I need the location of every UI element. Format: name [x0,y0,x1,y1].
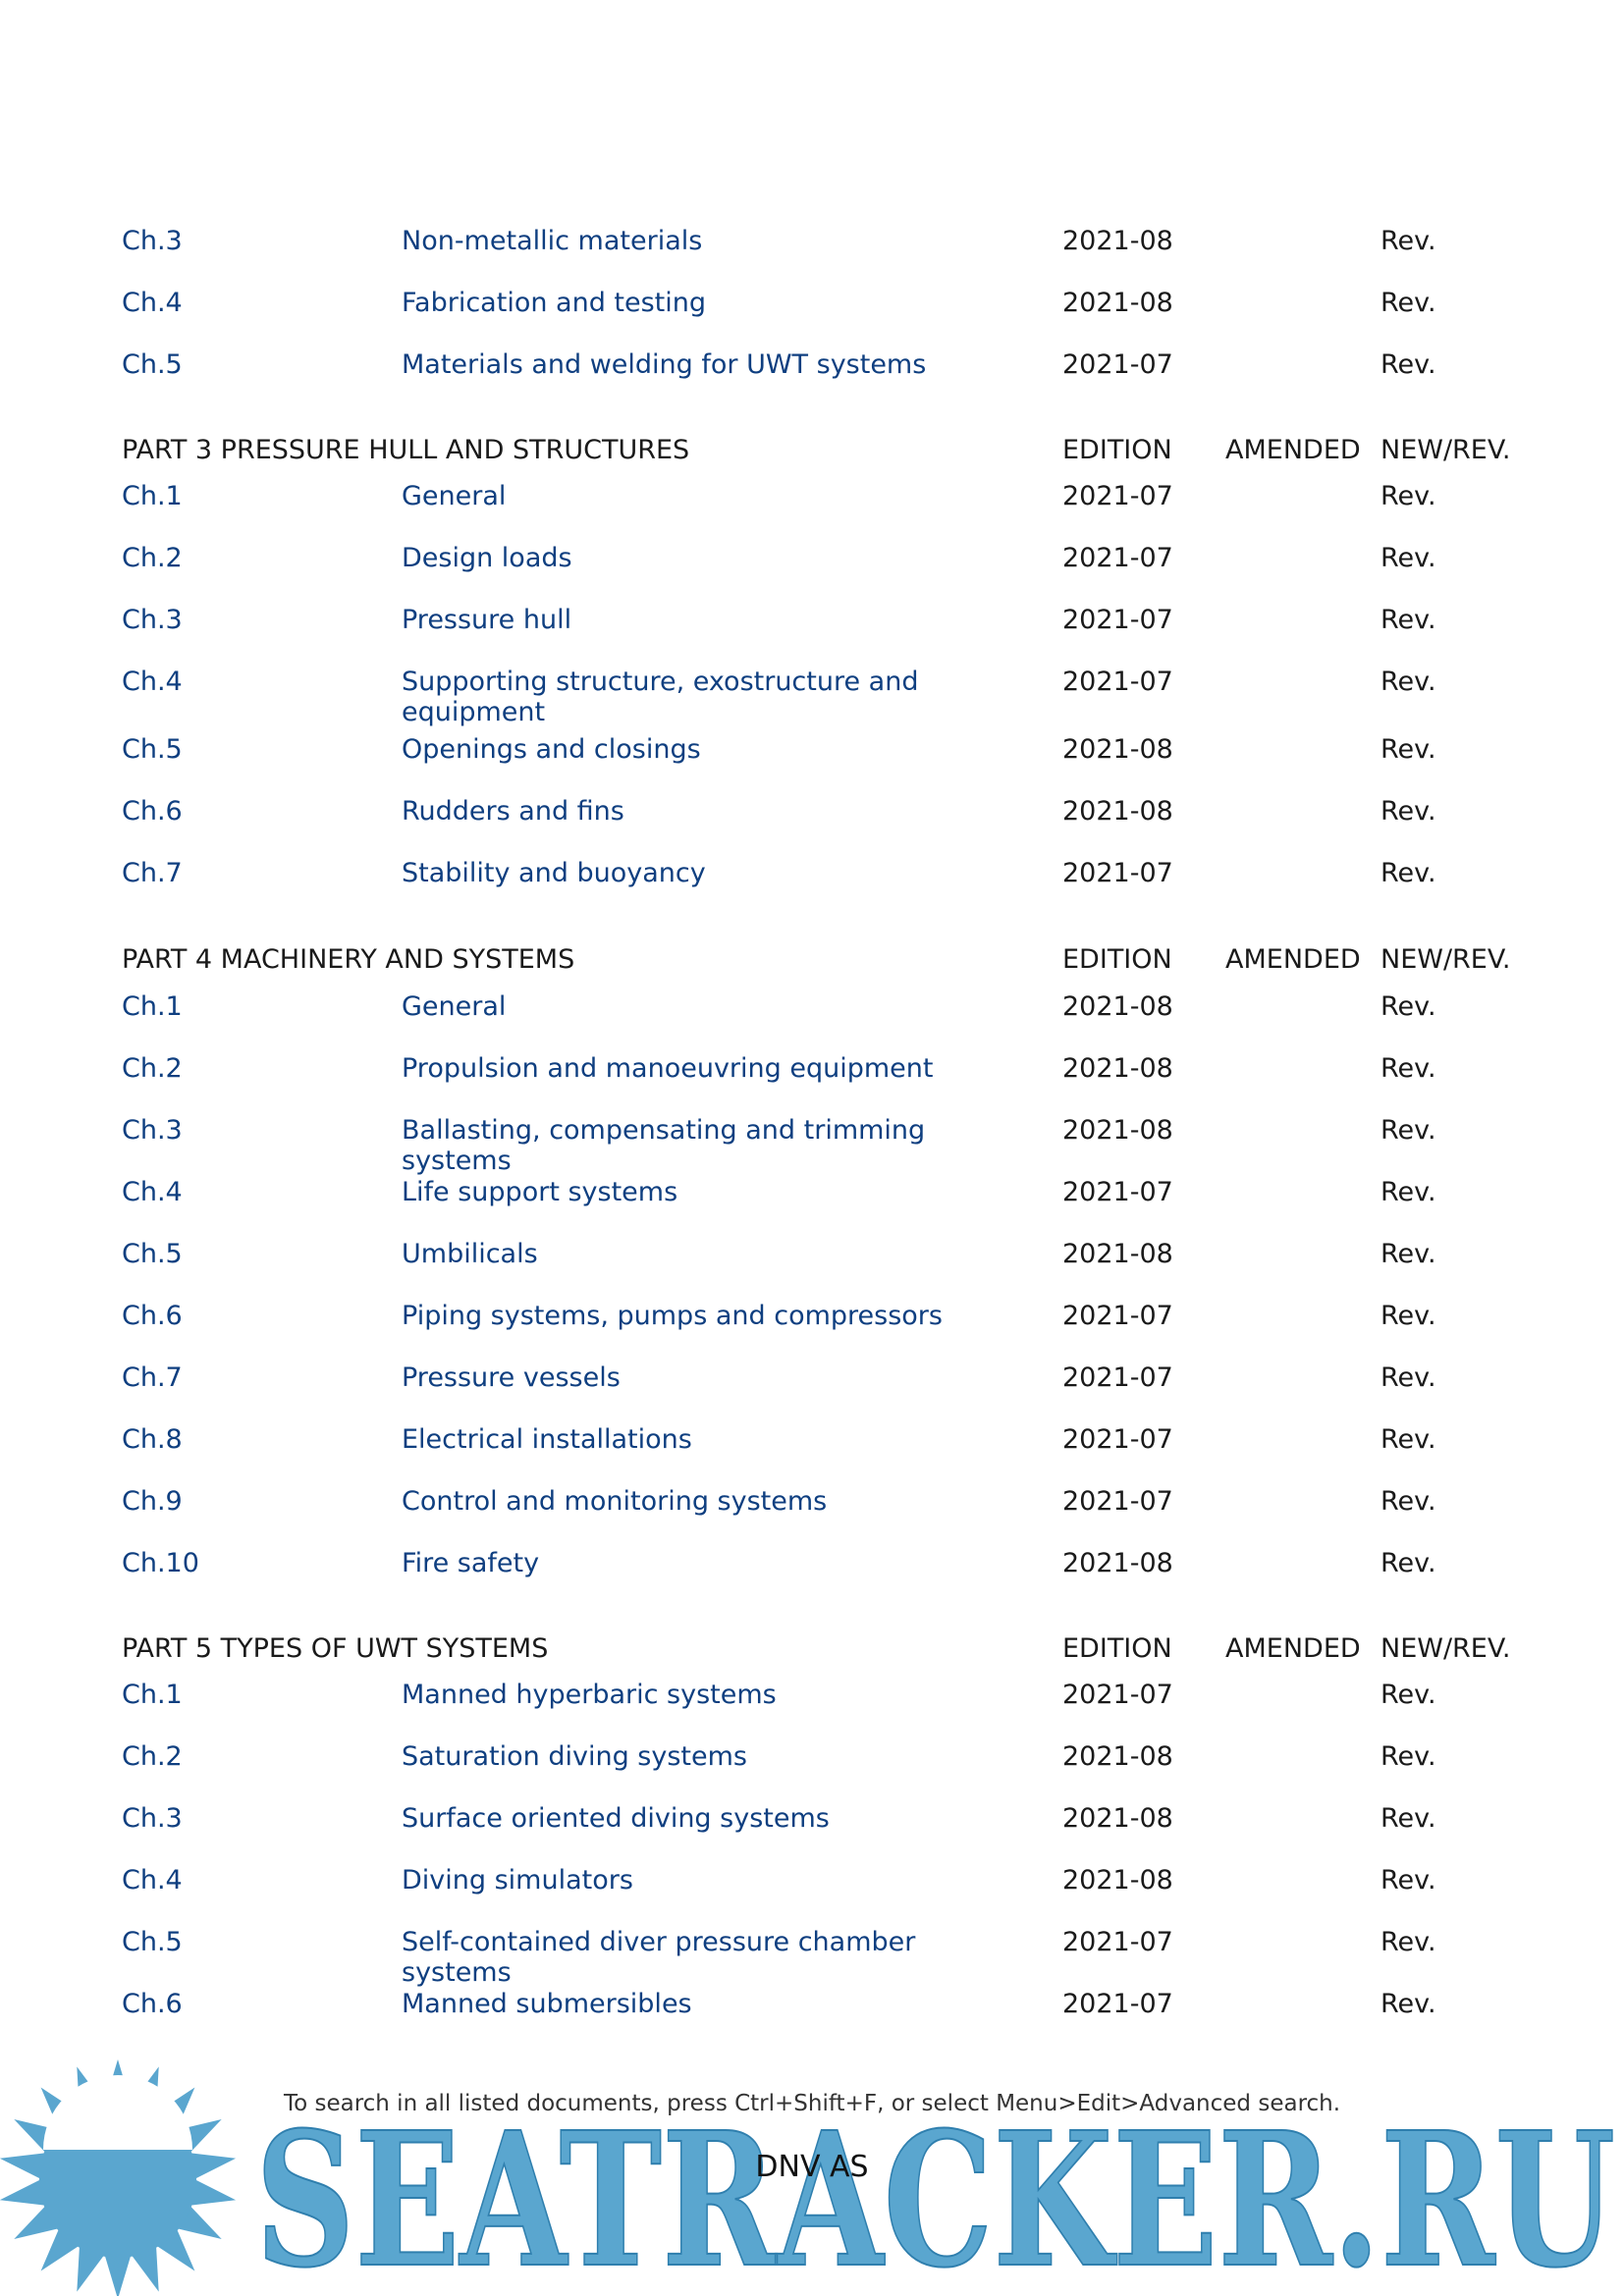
table-row [0,1239,1624,1298]
table-row [0,1177,1624,1236]
edition-value: 2021-07 [1062,1680,1173,1710]
newrev-header: NEW/REV. [1380,435,1511,465]
newrev-value: Rev. [1380,734,1436,765]
chapter-link[interactable]: Ch.7 [122,858,183,888]
chapter-title-link[interactable]: Diving simulators [402,1865,633,1896]
newrev-value: Rev. [1380,349,1436,380]
chapter-link[interactable]: Ch.6 [122,1301,183,1331]
chapter-title-link[interactable]: Electrical installations [402,1424,692,1455]
table-row [0,796,1624,855]
newrev-value: Rev. [1380,1239,1436,1269]
amended-header: AMENDED [1225,1633,1361,1664]
newrev-value: Rev. [1380,1680,1436,1710]
edition-value: 2021-08 [1062,1741,1173,1772]
chapter-title-link[interactable]: Fire safety [402,1548,540,1578]
part-title: PART 4 MACHINERY AND SYSTEMS [122,944,575,975]
chapter-link[interactable]: Ch.1 [122,991,183,1022]
amended-header: AMENDED [1225,944,1361,975]
table-row [0,1680,1624,1738]
chapter-title-link[interactable]: Openings and closings [402,734,701,765]
chapter-link[interactable]: Ch.4 [122,667,183,697]
table-row [0,1865,1624,1924]
table-row [0,1301,1624,1360]
edition-value: 2021-08 [1062,1239,1173,1269]
edition-header: EDITION [1062,1633,1172,1664]
chapter-title-link[interactable]: Saturation diving systems [402,1741,747,1772]
newrev-value: Rev. [1380,481,1436,511]
chapter-link[interactable]: Ch.5 [122,1239,183,1269]
edition-value: 2021-08 [1062,734,1173,765]
watermark-text: SEATRACKER.RU [255,2092,1615,2296]
chapter-link[interactable]: Ch.3 [122,1115,183,1146]
edition-value: 2021-08 [1062,1548,1173,1578]
part-title: PART 3 PRESSURE HULL AND STRUCTURES [122,435,690,465]
table-row [0,605,1624,664]
chapter-title-link[interactable]: General [402,481,507,511]
chapter-title-link[interactable]: Non-metallic materials [402,226,703,256]
edition-value: 2021-07 [1062,543,1173,573]
edition-value: 2021-07 [1062,481,1173,511]
edition-value: 2021-08 [1062,1803,1173,1834]
newrev-value: Rev. [1380,1865,1436,1896]
chapter-title-link[interactable]: Pressure vessels [402,1362,621,1393]
newrev-value: Rev. [1380,543,1436,573]
newrev-value: Rev. [1380,226,1436,256]
chapter-title-link[interactable]: Umbilicals [402,1239,538,1269]
newrev-value: Rev. [1380,667,1436,697]
table-row [0,1053,1624,1112]
chapter-title-link[interactable]: Manned submersibles [402,1989,692,2019]
chapter-title-link[interactable]: General [402,991,507,1022]
edition-value: 2021-07 [1062,349,1173,380]
newrev-value: Rev. [1380,1927,1436,1957]
amended-header: AMENDED [1225,435,1361,465]
table-row [0,543,1624,602]
part-title: PART 5 TYPES OF UWT SYSTEMS [122,1633,549,1664]
table-row [0,226,1624,285]
newrev-value: Rev. [1380,1424,1436,1455]
edition-value: 2021-07 [1062,1486,1173,1517]
chapter-title-link[interactable]: Stability and buoyancy [402,858,706,888]
chapter-title-link[interactable]: Piping systems, pumps and compressors [402,1301,943,1331]
chapter-title-link[interactable]: Surface oriented diving systems [402,1803,830,1834]
edition-value: 2021-08 [1062,796,1173,827]
edition-value: 2021-07 [1062,1301,1173,1331]
table-row [0,1989,1624,2048]
newrev-value: Rev. [1380,991,1436,1022]
chapter-title-link[interactable]: Propulsion and manoeuvring equipment [402,1053,934,1084]
edition-value: 2021-08 [1062,1115,1173,1146]
chapter-link[interactable]: Ch.4 [122,1865,183,1896]
chapter-title-link[interactable]: Materials and welding for UWT systems [402,349,927,380]
publisher-name: DNV AS [755,2150,869,2184]
chapter-link[interactable]: Ch.10 [122,1548,199,1578]
table-row [0,991,1624,1050]
newrev-header: NEW/REV. [1380,1633,1511,1664]
edition-value: 2021-07 [1062,1424,1173,1455]
edition-value: 2021-07 [1062,1927,1173,1957]
newrev-value: Rev. [1380,796,1436,827]
newrev-value: Rev. [1380,1989,1436,2019]
table-row [0,1548,1624,1607]
chapter-link[interactable]: Ch.3 [122,1803,183,1834]
newrev-value: Rev. [1380,1177,1436,1207]
table-row [0,481,1624,540]
chapter-link[interactable]: Ch.2 [122,1741,183,1772]
chapter-title-link[interactable]: Ballasting, compensating and trimming systems [402,1115,926,1176]
chapter-link[interactable]: Ch.2 [122,1053,183,1084]
chapter-link[interactable]: Ch.6 [122,1989,183,2019]
chapter-title-link[interactable]: Rudders and fins [402,796,624,827]
edition-value: 2021-08 [1062,288,1173,318]
newrev-value: Rev. [1380,1362,1436,1393]
newrev-value: Rev. [1380,1115,1436,1146]
edition-value: 2021-07 [1062,858,1173,888]
table-row [0,1927,1624,1986]
chapter-link[interactable]: Ch.4 [122,1177,183,1207]
table-row [0,1741,1624,1800]
chapter-link[interactable]: Ch.3 [122,605,183,635]
newrev-value: Rev. [1380,1486,1436,1517]
chapter-title-link[interactable]: Pressure hull [402,605,572,635]
chapter-title-link[interactable]: Life support systems [402,1177,678,1207]
chapter-link[interactable]: Ch.3 [122,226,183,256]
table-row [0,858,1624,917]
chapter-link[interactable]: Ch.2 [122,543,183,573]
edition-value: 2021-07 [1062,1989,1173,2019]
chapter-link[interactable]: Ch.5 [122,734,183,765]
edition-value: 2021-07 [1062,1362,1173,1393]
edition-value: 2021-08 [1062,1053,1173,1084]
newrev-value: Rev. [1380,288,1436,318]
newrev-value: Rev. [1380,858,1436,888]
newrev-value: Rev. [1380,1548,1436,1578]
table-row [0,1803,1624,1862]
newrev-header: NEW/REV. [1380,944,1511,975]
chapter-link[interactable]: Ch.1 [122,1680,183,1710]
chapter-link[interactable]: Ch.6 [122,796,183,827]
chapter-link[interactable]: Ch.1 [122,481,183,511]
edition-header: EDITION [1062,435,1172,465]
chapter-link[interactable]: Ch.4 [122,288,183,318]
edition-value: 2021-07 [1062,1177,1173,1207]
edition-value: 2021-08 [1062,226,1173,256]
newrev-value: Rev. [1380,1301,1436,1331]
chapter-link[interactable]: Ch.8 [122,1424,183,1455]
chapter-title-link[interactable]: Control and monitoring systems [402,1486,828,1517]
chapter-title-link[interactable]: Self-contained diver pressure chamber systems [402,1927,916,1988]
chapter-title-link[interactable]: Supporting structure, exostructure and equipment [402,667,919,727]
table-row [0,288,1624,347]
table-row [0,349,1624,408]
newrev-value: Rev. [1380,1741,1436,1772]
edition-value: 2021-08 [1062,991,1173,1022]
table-row [0,1486,1624,1545]
newrev-value: Rev. [1380,1803,1436,1834]
edition-value: 2021-07 [1062,605,1173,635]
chapter-link[interactable]: Ch.7 [122,1362,183,1393]
table-row [0,734,1624,793]
newrev-value: Rev. [1380,1053,1436,1084]
table-row [0,1115,1624,1174]
chapter-title-link[interactable]: Fabrication and testing [402,288,707,318]
chapter-link[interactable]: Ch.9 [122,1486,183,1517]
table-row [0,1424,1624,1483]
edition-header: EDITION [1062,944,1172,975]
table-row [0,1362,1624,1421]
search-hint: To search in all listed documents, press Ctrl+Shift+F, or select Menu>Edit>Advanced search. [283,2091,1341,2116]
chapter-title-link[interactable]: Manned hyperbaric systems [402,1680,777,1710]
edition-value: 2021-07 [1062,667,1173,697]
edition-value: 2021-08 [1062,1865,1173,1896]
chapter-title-link[interactable]: Design loads [402,543,572,573]
newrev-value: Rev. [1380,605,1436,635]
table-row [0,667,1624,735]
chapter-link[interactable]: Ch.5 [122,1927,183,1957]
chapter-link[interactable]: Ch.5 [122,349,183,380]
